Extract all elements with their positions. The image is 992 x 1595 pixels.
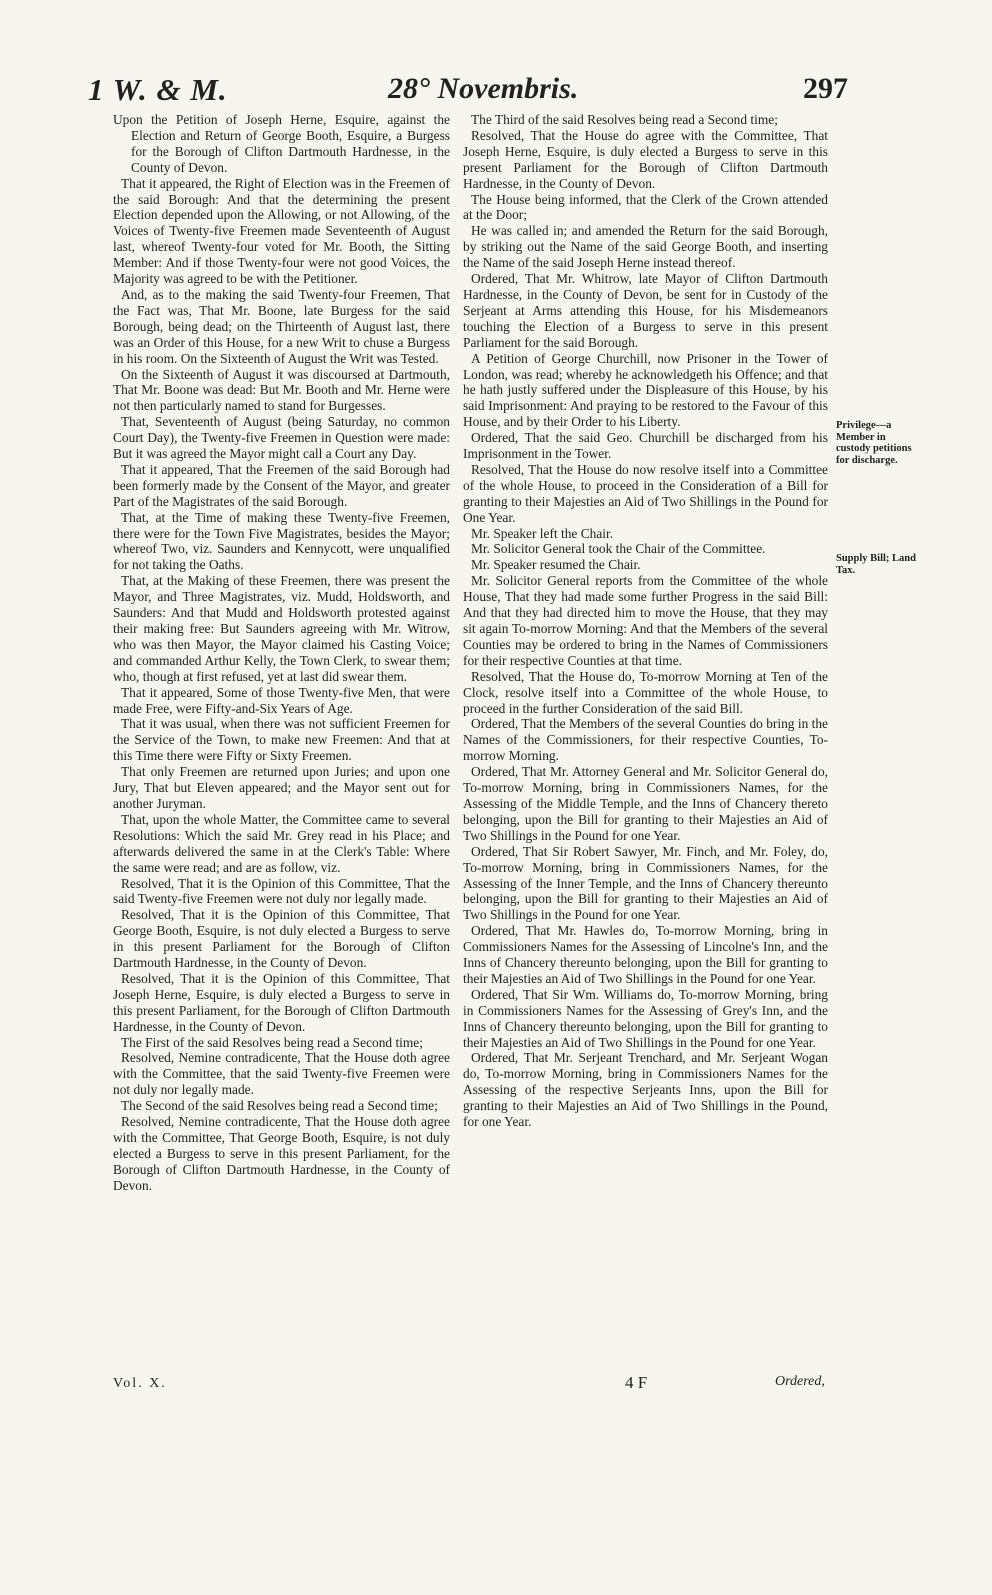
paragraph: That it appeared, Some of those Twenty-five Men, that were made Free, were Fifty-and-Six Years of Age. — [113, 684, 450, 716]
paragraph: That, upon the whole Matter, the Committee came to several Resolutions: Which the said Mr. Grey read in his Place; and afterwards delivered the same in at the Clerk's Table: Where the same were read; and are as follow, viz. — [113, 811, 450, 875]
regnal-year: 1 W. & M. — [88, 72, 228, 107]
paragraph: That, at the Making of these Freemen, there was present the Mayor, and Three Magistrates, viz. Mudd, Holdsworth, and Saunders: And that Mudd and Holdsworth protested against their making free: But Saunders agreeing with Mr. Witrow, who was then Mayor, the Mayor claimed his Casting Voice; and commanded Arthur Kelly, the Town Clerk, to swear them; who, though at first refused, yet at last did swear them. — [113, 573, 450, 684]
paragraph: Ordered, That Mr. Attorney General and Mr. Solicitor General do, To-morrow Morning, bring in Commissioners Names, for the Assessing of the Middle Temple, and the Inns of Chancery thereto belonging, upon the Bill for granting to their Majesties an Aid of Two Shillings in the Pound for one Year. — [463, 764, 828, 843]
paragraph: Resolved, That it is the Opinion of this Committee, That George Booth, Esquire, is not duly elected a Burgess to serve in this present Parliament for the Borough of Clifton Dartmouth Hardnesse, in the County of Devon. — [113, 907, 450, 971]
paragraph: The First of the said Resolves being read a Second time; — [121, 1034, 423, 1050]
paragraph: Resolved, Nemine contradicente, That the House doth agree with the Committee, that the said Twenty-five Freemen were not duly nor legally made. — [113, 1050, 450, 1098]
paragraph: Ordered, That Sir Wm. Williams do, To-morrow Morning, bring in Commissioners Names for the Assessing of Grey's Inn, and the Inns of Chancery thereunto belonging, upon the Bill for granting to their Majesties an Aid of Two Shillings in the Pound for one Year. — [463, 986, 828, 1050]
paragraph: Resolved, That it is the Opinion of this Committee, That the said Twenty-five Freemen were not duly nor legally made. — [113, 875, 450, 907]
paragraph: On the Sixteenth of August it was discoursed at Dartmouth, That Mr. Boone was dead: But Mr. Booth and Mr. Herne were not then particularly named to stand for Burgesses. — [113, 366, 450, 414]
paragraph: Resolved, That it is the Opinion of this Committee, That Joseph Herne, Esquire, is duly elected a Burgess to serve in this present Parliament, for the Borough of Clifton Dartmouth Hardnesse, in the County of Devon. — [113, 970, 450, 1034]
paragraph: Mr. Solicitor General took the Chair of the Committee. — [471, 541, 766, 557]
paragraph: Ordered, That Sir Robert Sawyer, Mr. Finch, and Mr. Foley, do, To-morrow Morning, bring in Commissioners Names, for the Assessing of the Inner Temple, and the Inns of Chancery thereunto belonging, upon the Bill for granting to their Majesties an Aid of Two Shillings in the Pound for one Year. — [463, 843, 828, 923]
paragraph: Mr. Speaker left the Chair. — [471, 525, 614, 541]
paragraph: The House being informed, that the Clerk of the Crown attended at the Door; — [463, 191, 828, 223]
margin-note-supply-bill: Supply Bill; Land Tax. — [836, 553, 916, 576]
right-column — [463, 112, 828, 1130]
paragraph: That it appeared, That the Freemen of the said Borough had been formerly made by the Consent of the Mayor, and greater Part of the Magistrates of the said Borough. — [113, 461, 450, 509]
paragraph: That it was usual, when there was not sufficient Freemen for the Service of the Town, to make new Freemen: And that at this Time there were Fifty or Sixty Freemen. — [113, 716, 450, 764]
paragraph: Resolved, Nemine contradicente, That the House doth agree with the Committee, That George Booth, Esquire, is not duly elected a Burgess to serve in this present Parliament, for the Borough of Clifton Dartmouth Hardnesse, in the County of Devon. — [113, 1114, 450, 1193]
paragraph: The Third of the said Resolves being read a Second time; — [471, 112, 778, 127]
paragraph: Mr. Speaker resumed the Chair. — [471, 557, 641, 573]
paragraph: Mr. Solicitor General reports from the Committee of the whole House, That they had made some further Progress in the said Bill: And that they had directed him to move the House, that they may sit again To-morrow Morning: And that the Members of the several Counties may be ordered to bring in the Names of Commissioners for their respective Counties at that time. — [463, 573, 828, 668]
paragraph: Resolved, That the House do, To-morrow Morning at Ten of the Clock, resolve itself into a Committee of the whole House, to proceed in the further Consideration of the said Bill. — [463, 668, 828, 716]
margin-note-privilege: Privilege—a Member in custody petitions for discharge. — [836, 420, 912, 466]
paragraph: Ordered, That the said Geo. Churchill be discharged from his Imprisonment in the Tower. — [463, 430, 828, 462]
paragraph: He was called in; and amended the Return for the said Borough, by striking out the Name of the said George Booth, and inserting the Name of the said Joseph Herne instead thereof. — [463, 223, 828, 271]
paragraph: Ordered, That the Members of the several Counties do bring in the Names of the Commissioners, for their respective Counties, To-morrow Morning. — [463, 716, 828, 764]
paragraph: Upon the Petition of Joseph Herne, Esquire, against the Election and Return of George Booth, Esquire, a Burgess for the Borough of Clifton Dartmouth Hardnesse, in the County of Devon. — [113, 112, 450, 175]
paragraph: Ordered, That Mr. Whitrow, late Mayor of Clifton Dartmouth Hardnesse, in the County of Devon, be sent for in Custody of the Serjeant at Arms attending this House, for his Misdemeanors touching the Election of a Burgess to serve in this present Parliament for the said Borough. — [463, 271, 828, 350]
signature-mark: 4 F — [625, 1373, 648, 1392]
volume-label: Vol. X. — [113, 1376, 167, 1391]
paragraph: And, as to the making the said Twenty-four Freemen, That the Fact was, That Mr. Boone, late Burgess for the said Borough, being dead; on the Thirteenth of August last, there was an Order of this House, for a new Writ to chuse a Burgess in his room. On the Sixteenth of August the Writ was Tested. — [113, 286, 450, 366]
paragraph: The Second of the said Resolves being read a Second time; — [121, 1098, 438, 1114]
paragraph: That, Seventeenth of August (being Saturday, no common Court Day), the Twenty-five Freemen in Question were made: But it was agreed the Mayor might call a Court any Day. — [113, 414, 450, 462]
paragraph: That it appeared, the Right of Election was in the Freemen of the said Borough: And that the determining the present Election depended upon the Allowing, or not Allowing, of the Voices of Twenty-five Freemen made Seventeenth of August last, whereof Twenty-four voted for Mr. Booth, the Sitting Member: And if those Twenty-four were not good Voices, the Majority was agreed to be with the Petitioner. — [113, 175, 450, 287]
paragraph: That, at the Time of making these Twenty-five Freemen, there were for the Town Five Magistrates, besides the Mayor; whereof Two, viz. Saunders and Kennycott, were unqualified for not taking the Oaths. — [113, 509, 450, 573]
catchword: Ordered, — [775, 1374, 825, 1389]
paragraph: A Petition of George Churchill, now Prisoner in the Tower of London, was read; whereby he acknowledgeth his Offence; and that he hath justly suffered under the Displeasure of this House, by his said Imprisonment: And praying to be restored to the Favour of this House, and by their Order to his Liberty. — [463, 350, 828, 430]
date-heading: 28° Novembris. — [388, 72, 579, 105]
paragraph: That only Freemen are returned upon Juries; and upon one Jury, That but Eleven appeared; and the Mayor sent out for another Juryman. — [113, 764, 450, 811]
paragraph: Resolved, That the House do agree with the Committee, That Joseph Herne, Esquire, is duly elected a Burgess to serve in this present Parliament for the Borough of Clifton Dartmouth Hardnesse, in the County of Devon. — [463, 127, 828, 191]
left-column — [113, 112, 450, 1194]
paragraph: Ordered, That Mr. Serjeant Trenchard, and Mr. Serjeant Wogan do, To-morrow Morning, bring in Commissioners Names for the Assessing of the respective Serjeants Inns, upon the Bill for granting to their Majesties an Aid of Two Shillings in the Pound, for one Year. — [463, 1050, 828, 1130]
paragraph: Ordered, That Mr. Hawles do, To-morrow Morning, bring in Commissioners Names for the Assessing of Lincolne's Inn, and the Inns of Chancery thereunto belonging, upon the Bill for granting to their Majesties an Aid of Two Shillings in the Pound for one Year. — [463, 923, 828, 986]
paragraph: Resolved, That the House do now resolve itself into a Committee of the whole House, to proceed in the Consideration of a Bill for granting to their Majesties an Aid of Two Shillings in the Pound for One Year. — [463, 461, 828, 525]
page-header — [88, 72, 848, 112]
page-number: 297 — [803, 72, 848, 105]
